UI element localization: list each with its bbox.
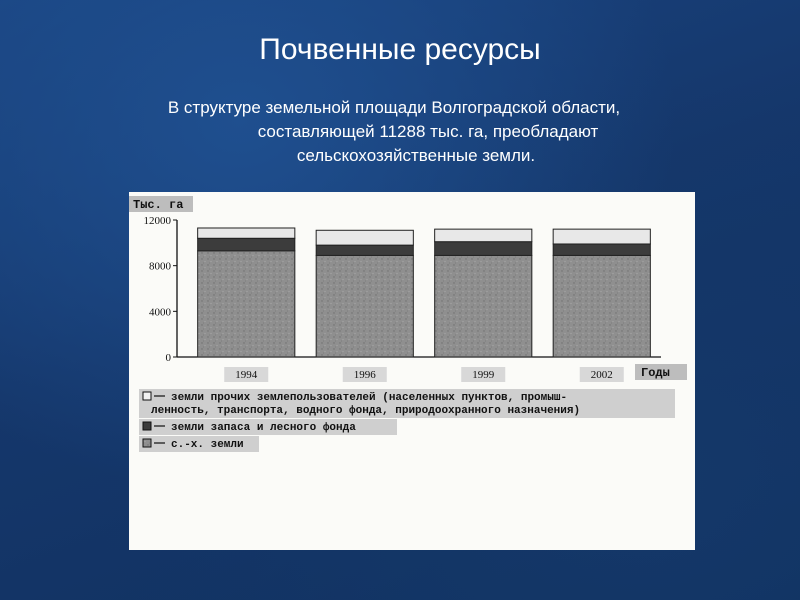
slide-subtitle bbox=[0, 96, 800, 168]
subtitle-line-2: составляющей 11288 тыс. га, преобладают bbox=[257, 122, 599, 141]
bar-segment-1996-reserve-forest bbox=[316, 245, 413, 255]
legend-swatch-reserve-forest bbox=[143, 422, 151, 430]
legend-label-other-users: ленность, транспорта, водного фонда, природоохранного назначения) bbox=[151, 405, 581, 417]
bar-segment-2002-other-users bbox=[553, 229, 650, 244]
chart-panel bbox=[129, 192, 695, 550]
x-tick-labels bbox=[224, 367, 624, 382]
bar-segment-1999-other-users bbox=[435, 229, 532, 242]
x-axis-label: Годы bbox=[641, 366, 670, 380]
bar-segment-1994-agricultural bbox=[198, 251, 295, 357]
bar-segment-2002-reserve-forest bbox=[553, 244, 650, 255]
bar-segment-2002-agricultural bbox=[553, 255, 650, 357]
stacked-bar-chart bbox=[129, 192, 695, 550]
y-ticks bbox=[144, 215, 178, 364]
x-tick-label: 1996 bbox=[353, 369, 376, 381]
legend-label-agricultural: с.-х. земли bbox=[171, 439, 244, 451]
legend-swatch-other-users bbox=[143, 392, 151, 400]
y-tick-label: 0 bbox=[165, 352, 171, 364]
legend-label-other-users: земли прочих землепользователей (населенных пунктов, промыш- bbox=[171, 392, 568, 404]
bar-segment-1999-agricultural bbox=[435, 255, 532, 357]
bar-segment-1999-reserve-forest bbox=[435, 242, 532, 256]
y-axis-label: Тыс. га bbox=[133, 198, 184, 212]
legend bbox=[139, 389, 675, 452]
legend-swatch-agricultural bbox=[143, 439, 151, 447]
x-tick-label: 1999 bbox=[472, 369, 495, 381]
x-tick-label: 1994 bbox=[235, 369, 258, 381]
subtitle-line-1: В структуре земельной площади Волгоградской области, bbox=[167, 98, 621, 117]
bar-segment-1996-other-users bbox=[316, 230, 413, 245]
bar-segment-1996-agricultural bbox=[316, 255, 413, 357]
bar-segment-1994-other-users bbox=[198, 228, 295, 238]
bar-segment-1994-reserve-forest bbox=[198, 238, 295, 251]
y-tick-label: 8000 bbox=[149, 260, 171, 273]
x-tick-label: 2002 bbox=[590, 369, 613, 381]
y-tick-label: 4000 bbox=[149, 306, 171, 319]
subtitle-line-3: сельскохозяйственные земли. bbox=[296, 146, 536, 165]
slide-title: Почвенные ресурсы bbox=[259, 33, 541, 66]
bars bbox=[198, 228, 651, 357]
legend-label-reserve-forest: земли запаса и лесного фонда bbox=[171, 422, 356, 434]
y-tick-label: 12000 bbox=[143, 215, 171, 227]
